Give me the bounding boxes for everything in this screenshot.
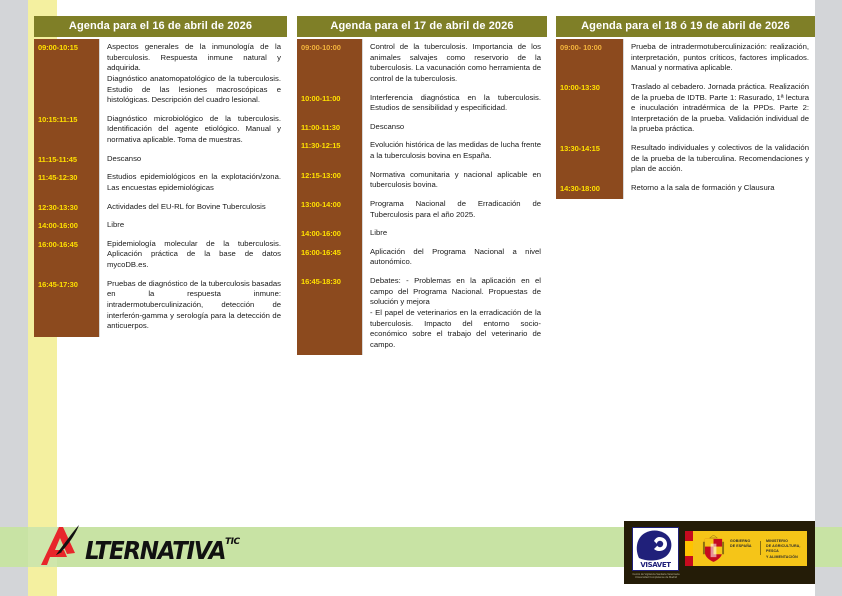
ministerio-line-2: DE AGRICULTURA, PESCA: [766, 544, 801, 554]
agenda-row: [34, 199, 287, 218]
agenda-column-3: [556, 16, 815, 199]
agenda-column-2: [297, 16, 547, 355]
agenda-description-line: Resultado individuales y colectivos de la validación de la prueba de la tuberculina. Recomendaciones y plan de acción.: [631, 143, 809, 174]
agenda-row: [34, 169, 287, 198]
visavet-subtitle: Centro de Vigilancia Sanitaria Veterinaria Universidad Complutense de Madrid: [632, 573, 680, 580]
agenda-session-description: [363, 167, 548, 196]
agenda-row: [297, 167, 547, 196]
agenda-description-line: Aspectos generales de la inmunología de la tuberculosis. Respuesta inmune natural y adquirida.: [107, 42, 281, 73]
agenda-session-description: [100, 276, 288, 337]
agenda-description-line: Actividades del EU-RL for Bovine Tuberculosis: [107, 201, 266, 211]
alternativa-logo: [33, 523, 248, 571]
agenda-description-line: Epidemiología molecular de la tuberculosis. Aplicación práctica de la base de datos mycoDB.es.: [107, 238, 281, 270]
agenda-description-line: Aplicación del Programa Nacional a nivel autonómico.: [370, 246, 541, 267]
agenda-time-slot: 11:30-12:15: [297, 137, 363, 166]
ministerio-text: [766, 539, 807, 560]
agenda-row: [297, 244, 547, 273]
agenda-session-description: [624, 79, 816, 140]
agenda-time-slot: 09:00-10:15: [34, 39, 100, 111]
agenda-row: [297, 225, 547, 244]
agenda-table: [34, 39, 287, 337]
agenda-row: [297, 273, 547, 355]
agenda-time-slot: 16:00-16:45: [34, 236, 100, 276]
agenda-row: [34, 111, 287, 151]
agenda-description-line: Retorno a la sala de formación y Clausura: [631, 182, 775, 192]
agenda-description-line: Normativa comunitaria y nacional aplicable en tuberculosis bovina.: [370, 169, 541, 190]
agenda-description-line: Interferencia diagnóstica en la tuberculosis. Estudios de sensibilidad y especificidad.: [370, 92, 541, 113]
agenda-session-description: [363, 90, 548, 119]
agenda-session-description: [363, 196, 548, 225]
agenda-description-line: Control de la tuberculosis. Importancia de los animales salvajes como reservorio de la tuberculosis. La vacunación como herramienta de control de la tuberculosis.: [370, 42, 541, 83]
agenda-session-description: [100, 151, 288, 170]
agenda-time-slot: 11:45-12:30: [34, 169, 100, 198]
agenda-time-slot: 14:00-16:00: [297, 225, 363, 244]
agenda-time-slot: 09:00-10:00: [297, 39, 363, 90]
logo-divider: [760, 541, 761, 555]
gobierno-line-1: GOBIERNO: [730, 539, 751, 543]
ministerio-line-3: Y ALIMENTACIÓN: [766, 554, 798, 559]
agenda-row: [297, 137, 547, 166]
agenda-row: [34, 217, 287, 236]
agenda-row: [556, 180, 815, 199]
agenda-description-line: - El papel de veterinarios en la erradicación de la tuberculosis. Impacto del entorno socio-económico sobre el trabajo del veterinario de campo.: [370, 307, 541, 349]
agenda-description-line: Libre: [107, 220, 125, 230]
agenda-session-description: [363, 273, 548, 355]
agenda-description-line: Estudios epidemiológicos en la explotación/zona. Las encuestas epidemiológicas: [107, 172, 281, 192]
agenda-time-slot: 11:15-11:45: [34, 151, 100, 170]
agenda-time-slot: 11:00-11:30: [297, 119, 363, 138]
visavet-mark-icon: [633, 528, 678, 562]
agenda-time-slot: 13:00-14:00: [297, 196, 363, 225]
agenda-row: [297, 119, 547, 138]
agenda-session-description: [624, 39, 816, 79]
eu-stars-icon: ★ ★ ★ ★: [692, 535, 697, 558]
visavet-logo: [632, 527, 679, 571]
agenda-time-slot: 16:45-18:30: [297, 273, 363, 355]
agenda-description-line: Descanso: [107, 153, 142, 163]
agenda-column-1: [34, 16, 287, 337]
ministerio-line-1: MINISTERIO: [766, 539, 788, 543]
agenda-column-header: Agenda para el 18 ó 19 de abril de 2026: [556, 16, 815, 37]
agenda-time-slot: 09:00- 10:00: [556, 39, 624, 79]
agenda-time-slot: 13:30-14:15: [556, 140, 624, 180]
agenda-description-line: Descanso: [370, 121, 405, 131]
agenda-session-description: [363, 225, 548, 244]
agenda-row: [34, 236, 287, 276]
agenda-time-slot: 14:30-18:00: [556, 180, 624, 199]
visavet-wordmark: VISAVET: [640, 561, 671, 569]
agenda-column-header: Agenda para el 16 de abril de 2026: [34, 16, 287, 37]
agenda-row: [556, 39, 815, 79]
agenda-description-line: Traslado al cebadero. Jornada práctica. Realización de la prueba de IDTB. Parte 1: Rasurado, 1ª lectura e inuculación intradérmica de la PPDs. Parte 2: Interpretación de la prueba. Validación individual de la prueba práctica.: [631, 81, 809, 134]
agenda-description-line: Pruebas de diagnóstico de la tuberculosis basadas en la respuesta inmune: intradermotuberculinización, detección de interferón-gamma y serología para la detección de anticuerpos.: [107, 278, 281, 331]
alternativa-a-icon: [33, 523, 93, 571]
agenda-column-header: Agenda para el 17 de abril de 2026: [297, 16, 547, 37]
agenda-session-description: [100, 111, 288, 151]
agenda-session-description: [100, 199, 288, 218]
agenda-session-description: [363, 39, 548, 90]
agenda-description-line: Diagnóstico anatomopatológico de la tuberculosis. Estudio de las lesiones macroscópicas e histológicas. Descripción del cuadro lesional.: [107, 73, 281, 105]
agenda-session-description: [624, 140, 816, 180]
agenda-session-description: [363, 137, 548, 166]
agenda-time-slot: 16:45-17:30: [34, 276, 100, 337]
agenda-row: [297, 39, 547, 90]
agenda-time-slot: 10:15:11:15: [34, 111, 100, 151]
gobierno-espana-logo: [690, 531, 807, 566]
agenda-time-slot: 10:00-11:00: [297, 90, 363, 119]
agenda-session-description: [100, 236, 288, 276]
agenda-row: [34, 151, 287, 170]
agenda-session-description: [363, 244, 548, 273]
agenda-session-description: [624, 180, 816, 199]
agenda-description-line: Evolución histórica de las medidas de lucha frente a la tuberculosis bovina en España.: [370, 140, 541, 161]
agenda-time-slot: 14:00-16:00: [34, 217, 100, 236]
agenda-table: [297, 39, 547, 355]
agenda-row: [556, 140, 815, 180]
agenda-table: [556, 39, 815, 199]
agenda-session-description: [363, 119, 548, 138]
agenda-session-description: [100, 217, 288, 236]
agenda-session-description: [100, 169, 288, 198]
agenda-row: [556, 79, 815, 140]
agenda-row: [297, 196, 547, 225]
agenda-row: [34, 276, 287, 337]
agenda-description-line: Diagnóstico microbiológico de la tuberculosis. Identificación del agente etiológico. Manual y normativa aplicable. Toma de muestras.: [107, 113, 281, 145]
agenda-time-slot: 12:15-13:00: [297, 167, 363, 196]
institutional-logo-block: [624, 521, 815, 584]
agenda-time-slot: 16:00-16:45: [297, 244, 363, 273]
gobierno-line-2: DE ESPAÑA: [730, 544, 752, 549]
agenda-description-line: Libre: [370, 228, 388, 238]
alternativa-wordmark: LTERNATIVA: [85, 536, 226, 565]
spain-coat-of-arms-icon: [702, 534, 725, 563]
agenda-time-slot: 12:30-13:30: [34, 199, 100, 218]
alternativa-tic-suffix: TIC: [225, 537, 240, 547]
agenda-session-description: [100, 39, 288, 111]
agenda-description-line: Programa Nacional de Erradicación de Tuberculosis para el año 2025.: [370, 198, 541, 219]
agenda-row: [297, 90, 547, 119]
agenda-description-line: Prueba de intradermotuberculinización: realización, interpretación, puntos críticos, factores implicados. Manual y normativa aplicable.: [631, 42, 809, 73]
agenda-time-slot: 10:00-13:30: [556, 79, 624, 140]
gobierno-text: [730, 539, 752, 549]
agenda-description-line: Debates: - Problemas en la aplicación en el campo del Programa Nacional. Propuestas de solución y mejora: [370, 276, 541, 307]
agenda-row: [34, 39, 287, 111]
